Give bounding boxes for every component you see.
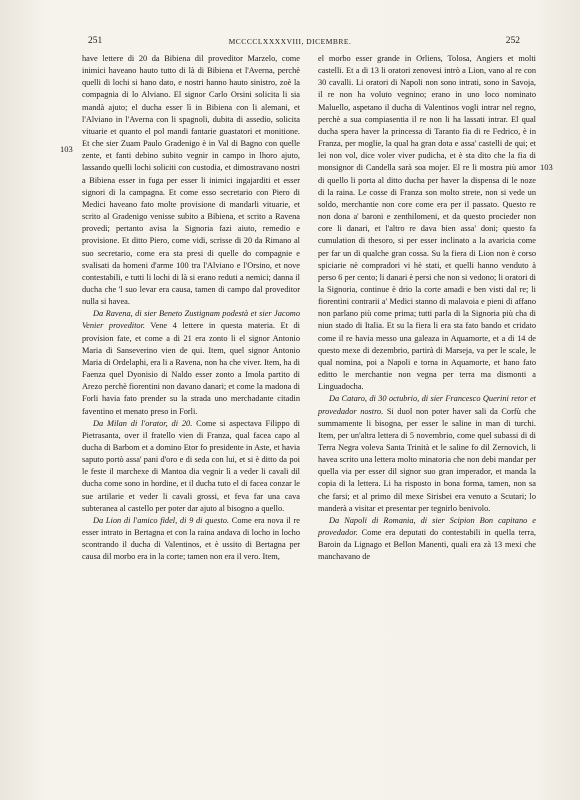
margin-number-right: 103 <box>540 162 553 172</box>
dispatch-heading: Da Lion di l'amico fidel, di 9 di questo. <box>93 515 230 525</box>
dispatch-body: Come era deputati do contestabili in quella terra, Baroin da Lignago et Bellon Manenti, quali era zà 13 mexi che manchavano de <box>318 528 536 562</box>
dispatch-body: Vene 4 lettere in questa materia. Et di provision fate, et come a di 21 era zonto li el signor Antonio Maria di Sanseverino vien de qui. Item, quel signor Antonio Maria di Ordelaphi, era li a Ravena, non ha che viver. Item, ha di Faenza quel Dyonisio di Naldo esser zonto a Imola partito di Arezo perchè fiorentini non davano danari; et come la madona di Forli havia fato prender su la strada uno merchadante citadin faventino et menato preso in Forli. <box>82 321 301 416</box>
dispatch-body: Si duol non poter haver sali da Corfù che summamente li bisogna, per esser le saline in man di turchi. Item, per un'altra lettera di 5 novembrio, come quel subassi di di Terra Negra voleva Santa Trinità et le saline fo dil Zernovich, li havea scrito una lettera molto minatoria che non debi mandar per quella via per esser dil signor suo gran imperador, et manda la copia di la lettera. Li ha risposto in bona forma, tamen, non sa che farsi; et al primo dil mexe Sirisbei era venuto a Scutari; lo manderà a visitar et presentar per tegnirlo benivolo. <box>318 406 536 513</box>
paragraph <box>318 515 536 564</box>
page-header <box>0 36 580 50</box>
dispatch-body: Come si aspectava Filippo di Pietrasanta, over il fratello vien di Franza, qual facea capo al ducha di Barbom et a domino Etor fo presidente in Aste, et havia saputo portò assa' pani d'oro e di seda con lui, et si è ditto da poi le feste il marchexe di Mantoa dia vegnir lì a veder li cavali dil ducha come sono in hordine, et il ducha tuto el di facea conzar le sue artilarie et veder li cavali grossi, et feva far una cava subteranea al castello per poter dar ajuto al bisogno a quello. <box>82 418 300 513</box>
paragraph <box>82 515 300 564</box>
paragraph <box>82 418 300 515</box>
paragraph <box>318 393 536 515</box>
page-number-left: 251 <box>88 36 103 46</box>
dispatch-heading: Da Napoli di Romania, di sier Scipion Bon capitano e provedador. <box>318 515 536 538</box>
dispatch-heading: Da Milan di l'orator, di 20. <box>93 418 193 428</box>
dispatch-heading: Da Cataro, di 30 octubrio, di sier Francesco Querini retor et provedador nostro. <box>318 394 536 416</box>
dispatch-body: Come era nova il re esser intrato in Bertagna et con la raina andava di locho in locho scontrando il ducha di Valentinos, et è ussito di Bertagna per causa dil morbo era in la corte; tamen non era il vero. Item, <box>82 515 301 562</box>
paragraph: el morbo esser grande in Orliens, Tolosa, Angiers et molti castelli. Et a di 13 li oratori zenovesi intrò a Lion, vano al re con 30 cavalli. Li oratori di Napoli non sono intrati, sono in Savoja, il re non ha voluto vegnino; erano in uno loco nominato Maluello, aspetano il ducha di Valentinos vogli intrar nel regno, perchè a sua compiasentia il re non li ha lassati intrar. El qual ducha spera haver la princessa di Taranto fia di re Fedrico, è in Franza, per moglie, la qual ha gran dota e assa' castelli de qui; et lei non vol, dice voler viver pudicha, et è sta dito che la fia di monsignor di Candella sarà soa mojer. El re li mostra più amor di quello li porta al ditto ducha per haver la dispensa di le noze di la raina. Le cosse di Franza son molto strete, non si vede un soldo, merchantie non core come era per il passato. Questo re non dona a' baroni e zenthilomeni, et da questo procieder non core li danari, et l'altro re dava bien assa' doni; questo fa cumulation di thesoro, si per esser inclinato a la avaricia come per far un di qualche gran cossa. Su la fiera di Lion non è corso spiciarie nè compradori vi hè stati, et quelli hanno venduto à perso 6 per cento; li danari è persi che non si vedono; li oratori di la Signoria, continue è drio la corte amadi e ben visti dal re; li fiorentini contrarii a' Medici stanno di malavoia e pieni di affano non parlano più come prima; tutti parla di la Signoria più cha di niun stado di Italia. Et su la fiera li era sta fato bando et cridato come il re havia messo una galeaza in Aquamorte, et a di 14 de questo mexe di dezembrio, partirà di Marseja, va per le scale, le qual nomina, poi a Napoli e torna in Aquamorte, et hano fato editto le merchantie non vegna per terra ma dismonti a Linguadocha. <box>318 54 536 392</box>
dispatch-heading: Da Ravena, di sier Beneto Zustignam podestà et sier Jacomo Venier proveditor. <box>82 309 300 331</box>
paragraph <box>82 308 300 417</box>
right-column <box>318 53 536 564</box>
running-title: MCCCCLXXXXVIII, DICEMBRE. <box>228 37 352 46</box>
page-number-right: 252 <box>505 36 520 46</box>
paragraph: have lettere di 20 da Bibiena dil proveditor Marzelo, come inimici haveano hauto tutto di là di Bibiena et l'Averna, perchè quelli di lochi si hano dato, e nostri hanno hauto sinistro, zoè la compagnia di lo Alviano. El signor Carlo Orsini solicita li sia mandà ajuto; el ducha esser lì in Bibiena con li alemani, et l'Alviano in l'Averna con li spagnoli, dubita di assedio, solicita vituarie et quanto el pol mandi fantarie guastatori et monitione. Et che sier Zuam Paulo Gradenigo è in Val di Bagno con quelle zente, et fanti debino subito vegnir in campo in lhoro ajuto, lassando quelli lochi soliciti con custodia, et dimostravano nostri a Bibiena esser in fuga per esser li inimici ingajarditi et esser signori di la campagna. Et come esso secretario con Piero di Medici haveano fato molte provisione di mandarli vituarie, et scrito al Gradenigo venisse subito a Bibiena, et scrito a Ravena provedi; pertanto avisa la Signoria fazi aiuto, remedio e provisione. Et ditto Piero, come vidi, scrisse di 20 da Rimano al suo secretario, come era sta presi di quelle do compagnie e svalisati da homeni d'arme 100 tra l'Alviano e l'Orsino, et nove contestabili, e tutti li lochi di là si erano reduti a nemici; danna il ducha che 'l suo levar era causa, tamen di campo dal proveditor nulla si havea. <box>82 54 300 307</box>
left-column <box>82 53 300 564</box>
margin-number-left: 103 <box>60 144 73 154</box>
